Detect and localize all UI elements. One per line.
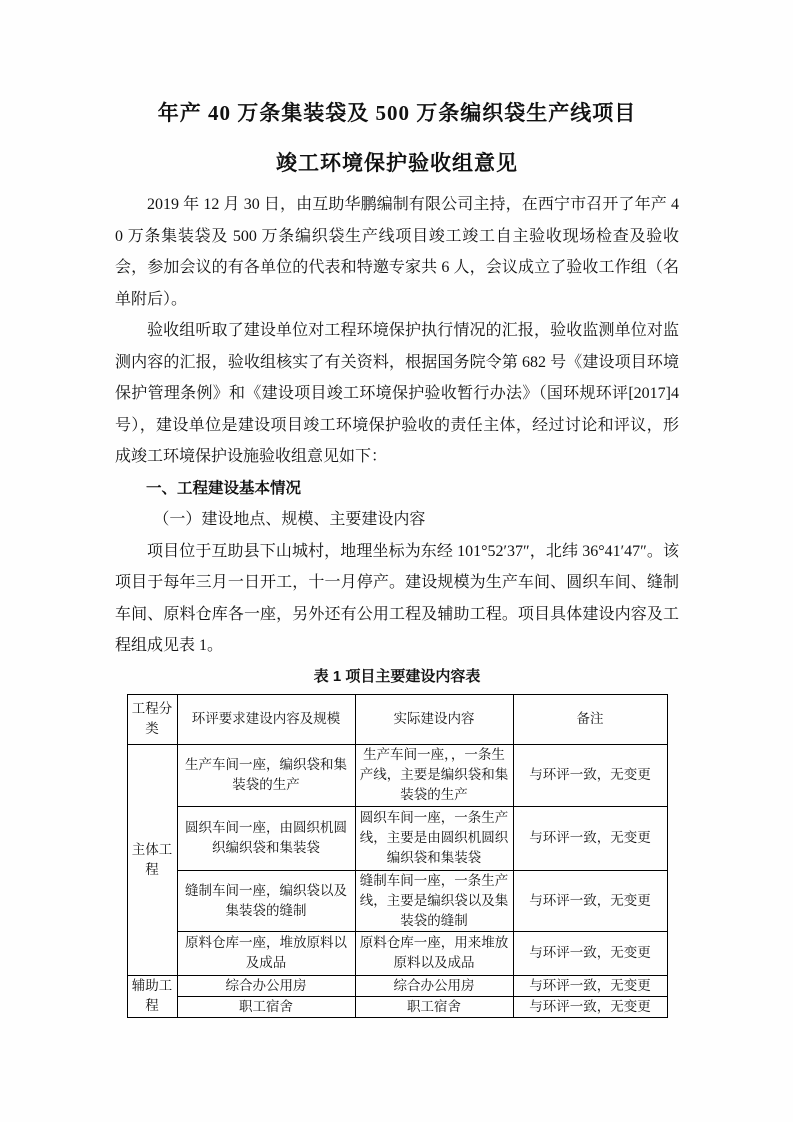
required-cell: 缝制车间一座，编织袋以及集装袋的缝制 — [177, 870, 355, 931]
document-title-line2 — [115, 146, 679, 181]
title-line2-prefix: 竣工环境保护 — [276, 151, 408, 175]
actual-cell: 生产车间一座，，一条生产线，主要是编织袋和集装袋的生产 — [355, 744, 513, 806]
table-row-circular-weaving-workshop — [127, 806, 667, 870]
actual-cell: 圆织车间一座，一条生产线，主要是由圆织机圆织编织袋和集装袋 — [355, 806, 513, 870]
remark-cell: 与环评一致，无变更 — [513, 744, 667, 806]
remark-cell: 与环评一致，无变更 — [513, 806, 667, 870]
table-row-sewing-workshop — [127, 870, 667, 931]
col-header-remark: 备注 — [513, 694, 667, 744]
actual-cell: 原料仓库一座，用来堆放原料以及成品 — [355, 931, 513, 975]
remark-cell: 与环评一致，无变更 — [513, 931, 667, 975]
col-header-actual-content: 实际建设内容 — [355, 694, 513, 744]
actual-cell: 缝制车间一座，一条生产线，主要是编织袋以及集装袋的缝制 — [355, 870, 513, 931]
remark-cell: 与环评一致，无变更 — [513, 975, 667, 996]
col-header-eia-required-content: 环评要求建设内容及规模 — [177, 694, 355, 744]
category-cell-main-works: 主体工程 — [127, 744, 177, 975]
paragraph-project-location: 项目位于互助县下山城村，地理坐标为东经 101°52′37″，北纬 36°41′47″。该项目于每年三月一日开工，十一月停产。建设规模为生产车间、圆织车间、缝制车间、原料仓库各一座，另外还有公用工程及辅助工程。项目具体建设内容及工程组成见表 1。 — [115, 542, 679, 654]
required-cell: 综合办公用房 — [177, 975, 355, 996]
table-row-production-workshop — [127, 744, 667, 806]
category-cell-auxiliary-works: 辅助工程 — [127, 975, 177, 1017]
table-caption: 表 1 项目主要建设内容表 — [313, 667, 481, 685]
table-row-office-building — [127, 975, 667, 996]
title-line2-emphasis: 验收组意见 — [408, 152, 518, 175]
section-heading-project-overview: 一、工程建设基本情况 — [146, 479, 302, 497]
table-row-staff-dormitory — [127, 996, 667, 1017]
required-cell: 生产车间一座，编织袋和集装袋的生产 — [177, 744, 355, 806]
actual-cell: 综合办公用房 — [355, 975, 513, 996]
paragraph-review-basis: 验收组听取了建设单位对工程环境保护执行情况的汇报，验收监测单位对监测内容的汇报，验收组核实了有关资料，根据国务院令第 682 号《建设项目环境保护管理条例》和《建设项目竣工环境保护验收暂行办法》（国环规环评[2017]4号），建设单位是建设项目竣工环境保护验收的责任主体，经过讨论和评议，形成竣工环境保护设施验收组意见如下： — [115, 322, 679, 465]
subsection-heading-location-scale: （一）建设地点、规模、主要建设内容 — [153, 511, 426, 528]
remark-cell: 与环评一致，无变更 — [513, 870, 667, 931]
table-header-row — [127, 694, 667, 744]
col-header-project-category: 工程分类 — [127, 694, 177, 744]
required-cell: 圆织车间一座，由圆织机圆织编织袋和集装袋 — [177, 806, 355, 870]
document-title-line1: 年产 40 万条集装袋及 500 万条编织袋生产线项目 — [157, 101, 637, 125]
paragraph-meeting-intro: 2019 年 12 月 30 日，由互助华鹏编制有限公司主持，在西宁市召开了年产 40 万条集装袋及 500 万条编织袋生产线项目竣工竣工自主验收现场检查及验收会，参加会议的有各单位的代表和特邀专家共 6 人，会议成立了验收工作组（名单附后）。 — [115, 196, 679, 308]
required-cell: 原料仓库一座，堆放原料以及成品 — [177, 931, 355, 975]
table-row-raw-material-warehouse — [127, 931, 667, 975]
remark-cell: 与环评一致，无变更 — [513, 996, 667, 1017]
project-construction-table — [127, 694, 668, 1018]
required-cell: 职工宿舍 — [177, 996, 355, 1017]
actual-cell: 职工宿舍 — [355, 996, 513, 1017]
